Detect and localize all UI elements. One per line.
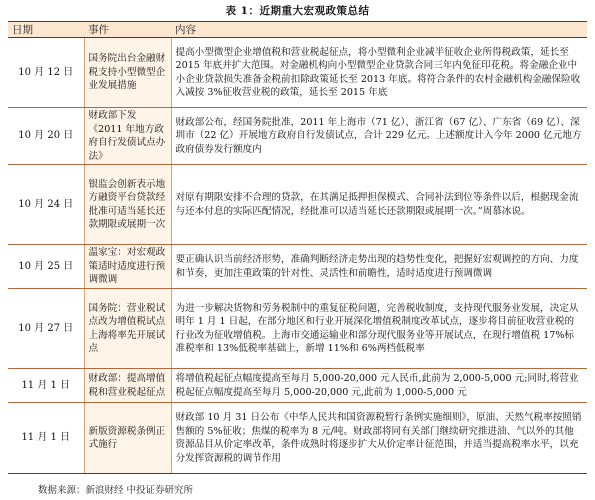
table-row	[8, 165, 587, 245]
table-row	[8, 108, 587, 165]
table-row	[8, 369, 587, 403]
table-row	[8, 403, 587, 474]
row-content: 提高小型微型企业增值税和营业税起征点，将小型微利企业减半征收企业所得税政策，延长至 2015 年底并扩大范围。对金融机构向小型微型企业贷款合同三年内免征印花税。将金融企业中小企业贷款损失准备金税前扣除政策延长至 2013 年底。将符合条件的农村金融机构金融保险收入减按 3%征收营业税的政策，延长至 2015 年底	[171, 38, 587, 108]
table-row	[8, 38, 587, 108]
header-content: 内容	[171, 22, 587, 38]
table-row	[8, 289, 587, 369]
row-date: 11 月 1 日	[8, 403, 84, 474]
row-event: 新版资源税条例正式施行	[84, 403, 171, 474]
row-event: 财政部：提高增值税和营业税起征点	[84, 369, 171, 403]
row-date: 10 月 20 日	[8, 108, 84, 165]
row-event: 温家宝：对宏观政策适时适度进行预调微调	[84, 245, 171, 289]
table-row	[8, 245, 587, 289]
row-content: 财政部公布，经国务院批准，2011 年上海市（71 亿）、浙江省（67 亿）、广东省（69 亿）、深圳市（22 亿）开展地方政府自行发债试点，合计 229 亿元。上述额度计入今年 2000 亿元地方政府债券发行额度内	[171, 108, 587, 165]
row-event: 国务院：营业税试点改为增值税试点 上海将率先开展试点	[84, 289, 171, 369]
table-header-row	[8, 22, 587, 38]
header-event: 事件	[84, 22, 171, 38]
row-date: 10 月 25 日	[8, 245, 84, 289]
row-content: 对原有期限安排不合理的贷款，在其满足抵押担保模式、合同补法到位等条件以后，根据现金流与还本付息的实际匹配情况，经批准可以适当延长还款期限或展期一次。”周慕冰说。	[171, 165, 587, 245]
row-content: 财政部 10 月 31 日公布《中华人民共和国资源税暂行条例实施细则》，原油、天然气税率按照销售额的 5%征收；焦煤的税率为 8 元/吨。财政部将同有关部门继续研究推进油、气以外的其他资源品目从价定率改革，条件成熟时将逐步扩大从价定率计征范围，并适当提高税率水平，以充分发挥资源税的调节作用	[171, 403, 587, 474]
row-date: 10 月 12 日	[8, 38, 84, 108]
row-content: 为进一步解决货物和劳务税制中的重复征税问题，完善税收制度，支持现代服务业发展，决定从明年 1 月 1 日起，在部分地区和行业开展深化增值税制度改革试点，逐步将目前征收营业税的行业改为征收增值税。上海市交通运输业和部分现代服务业等开展试点，在现行增值税 17%标准税率和 13%低税率基础上，新增 11%和 6%两档低税率	[171, 289, 587, 369]
row-date: 10 月 27 日	[8, 289, 84, 369]
row-event: 国务院出台金融财税支持小型微型企业发展措施	[84, 38, 171, 108]
data-source-note: 数据来源：新浪财经 中投证券研究所	[38, 485, 194, 496]
header-date: 日期	[8, 22, 84, 38]
row-date: 10 月 24 日	[8, 165, 84, 245]
policy-table	[8, 21, 587, 474]
row-content: 将增值税起征点幅度提高至每月 5,000-20,000 元人民币,此前为 2,000-5,000 元;同时,将营业税起征点幅度提高至每月 5,000-20,000 元,此前为 1,000-5,000 元	[171, 369, 587, 403]
table-title: 表 1：近期重大宏观政策总结	[225, 5, 370, 17]
row-event: 银监会创新表示地方融资平台贷款经批准可适当延长还款期限或展期一次	[84, 165, 171, 245]
row-event: 财政部下发《2011 年地方政府自行发债试点办法》	[84, 108, 171, 165]
row-date: 11 月 1 日	[8, 369, 84, 403]
row-content: 要正确认识当前经济形势，准确判断经济走势出现的趋势性变化，把握好宏观调控的方向、力度和节奏，更加注重政策的针对性、灵活性和前瞻性，适时适度进行预调微调	[171, 245, 587, 289]
